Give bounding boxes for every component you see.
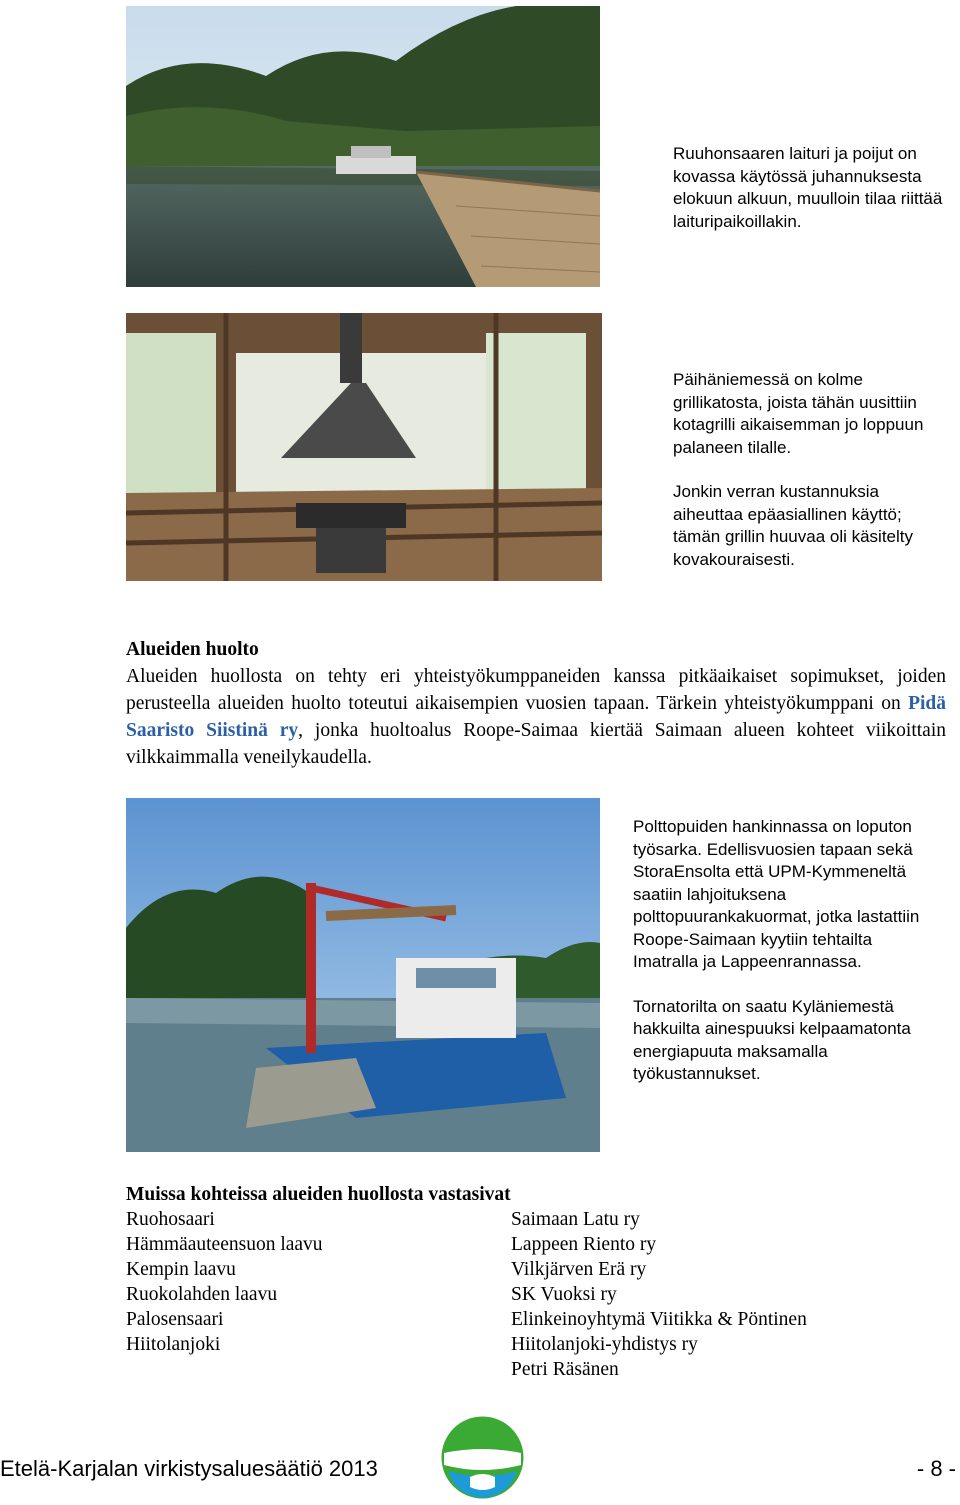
place-item: Ruokolahden laavu	[126, 1284, 278, 1305]
page-number: - 8 -	[916, 1456, 956, 1481]
place-item: Kempin laavu	[126, 1259, 236, 1280]
organizations-list	[511, 1207, 807, 1382]
organization-item: Saimaan Latu ry	[511, 1209, 640, 1230]
maintenance-text-before: Alueiden huollosta on tehty eri yhteistyökumppaneiden kanssa pitkäaikaiset sopimukset, joiden perusteella alueiden huolto toteutui aikaisempien vuosien tapaan. Tärkein yhteistyökumppani on	[126, 666, 946, 714]
grill-caption-text-1: Päihäniemessä on kolme grillikatosta, joista tähän uusittiin kotagrilli aikaisemman jo loppuun palaneen tilalle.	[673, 370, 924, 457]
dock-photo	[126, 6, 600, 287]
grill-photo	[126, 313, 602, 581]
place-item: Ruohosaari	[126, 1209, 215, 1230]
place-item: Hämmäauteensuon laavu	[126, 1234, 323, 1255]
dock-caption	[673, 143, 948, 233]
place-item: Palosensaari	[126, 1309, 224, 1330]
grill-caption	[673, 369, 953, 571]
boat-caption-text-2: Tornatorilta on saatu Kyläniemestä hakkuilta ainespuuksi kelpaamatonta energiapuuta maksamalla työkustannukset.	[633, 996, 911, 1083]
grill-caption-text-2: Jonkin verran kustannuksia aiheuttaa epäasiallinen käyttö; tämän grillin huuvaa oli käsitelty kovakouraisesti.	[673, 482, 914, 569]
dock-caption-text: Ruuhonsaaren laituri ja poijut on kovassa käytössä juhannuksesta elokuun alkuun, muulloin tilaa riittää laituripaikoillakin.	[673, 144, 943, 231]
maintenance-heading: Alueiden huolto	[126, 639, 259, 660]
foundation-logo	[440, 1415, 525, 1500]
footer-organization: Etelä-Karjalan virkistysaluesäätiö 2013	[0, 1456, 378, 1481]
organization-item: Lappeen Riento ry	[511, 1234, 657, 1255]
boat-caption-text-1: Polttopuiden hankinnassa on loputon työsarka. Edellisvuosien tapaan sekä StoraEnsolta että UPM-Kymmeneltä saatiin lahjoituksena polttopuurankakuormat, jotka lastattiin Roope-Saimaan kyytiin tehtailta Imatralla ja Lappeenrannassa.	[633, 817, 920, 971]
organization-item: Hiitolanjoki-yhdistys ry	[511, 1334, 698, 1355]
places-list	[126, 1207, 323, 1357]
others-heading: Muissa kohteissa alueiden huollosta vastasivat	[126, 1184, 511, 1205]
organization-item: SK Vuoksi ry	[511, 1284, 617, 1305]
maintenance-text	[126, 663, 946, 771]
others-section	[126, 1182, 946, 1380]
pida-saaristo-siistina-link[interactable]: Pidä Saaristo Siistinä ry	[126, 693, 946, 741]
boat-photo	[126, 798, 600, 1152]
organization-item: Elinkeinoyhtymä Viitikka & Pöntinen	[511, 1309, 807, 1330]
maintenance-text-after: , jonka huoltoalus Roope-Saimaa kiertää Saimaan alueen kohteet viikoittain vilkkaimmalla veneilykaudella.	[126, 720, 946, 768]
maintenance-section	[126, 636, 946, 771]
organization-item: Petri Räsänen	[511, 1359, 619, 1380]
organization-item: Vilkjärven Erä ry	[511, 1259, 647, 1280]
boat-caption	[633, 816, 923, 1086]
place-item: Hiitolanjoki	[126, 1334, 221, 1355]
